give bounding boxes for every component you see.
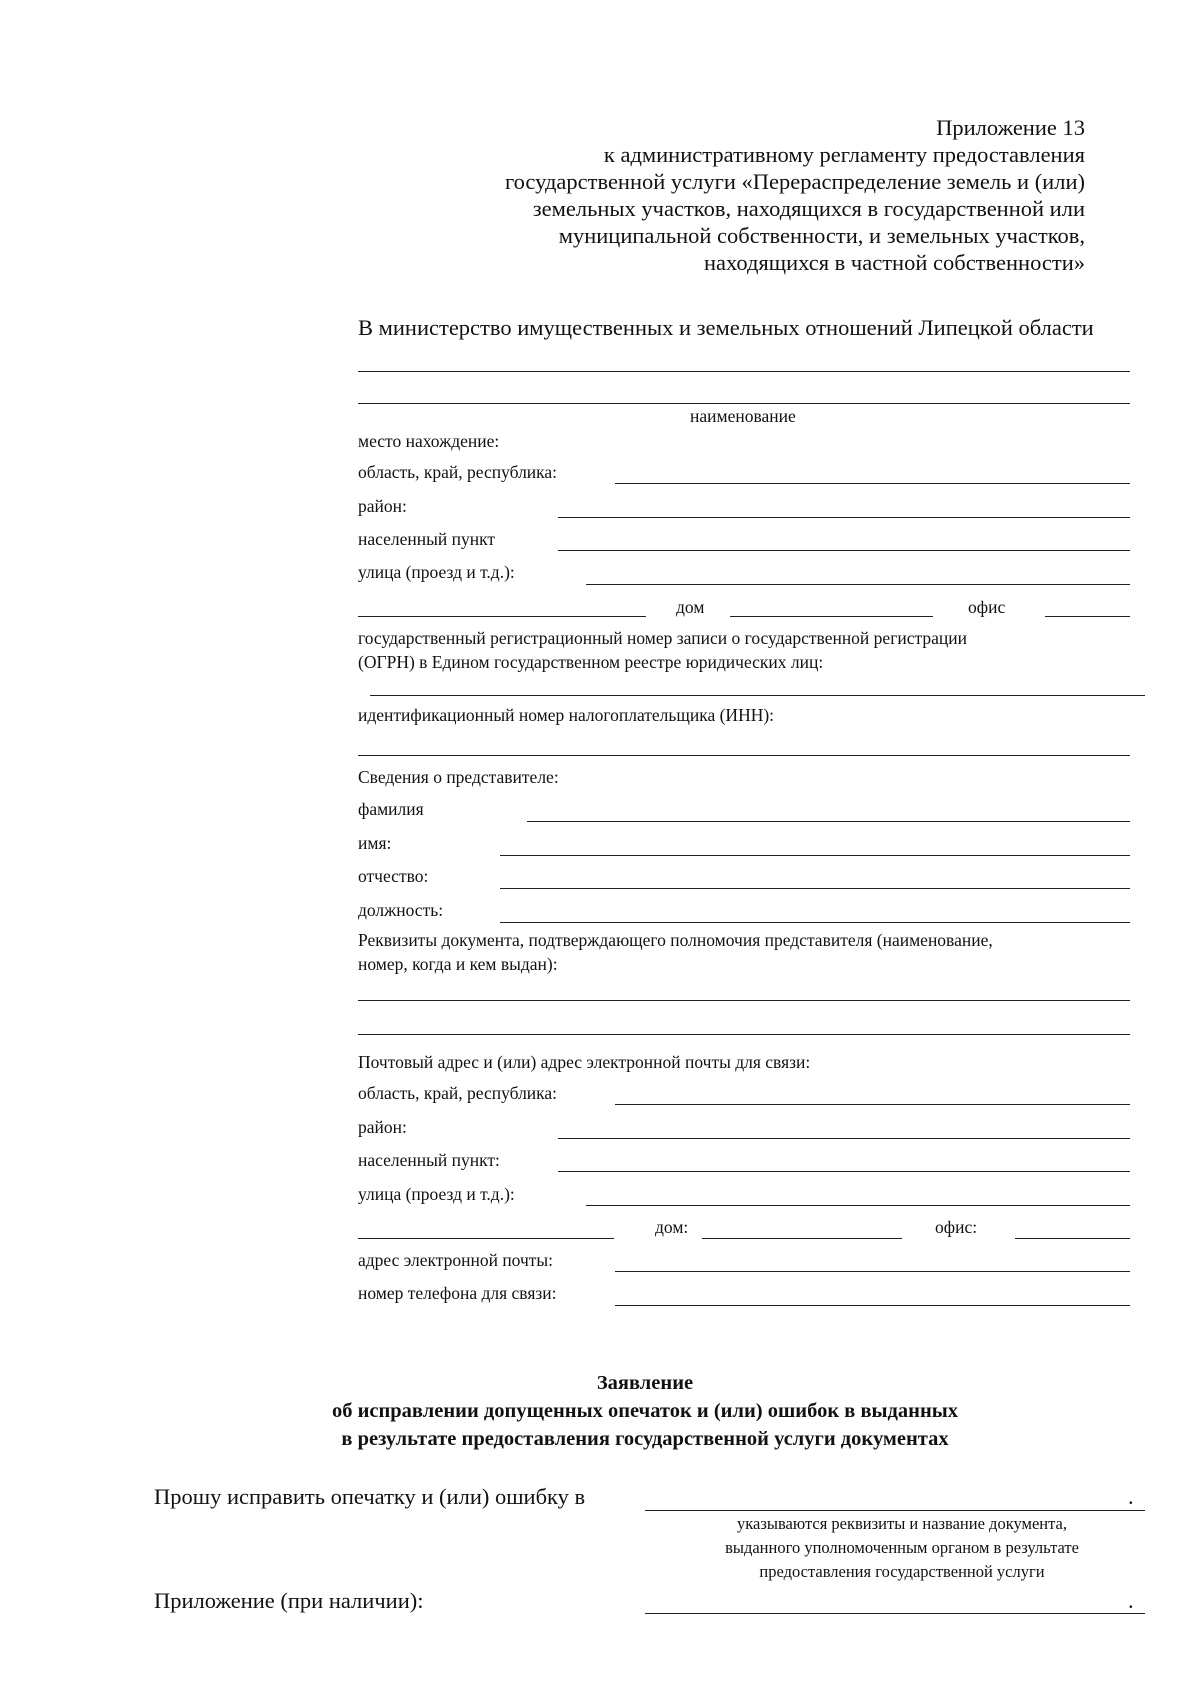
ogrn-field[interactable] — [370, 695, 1145, 696]
authority-doc-label-line-1: Реквизиты документа, подтверждающего полномочия представителя (наименование, — [358, 930, 993, 950]
district-label: район: — [358, 496, 407, 516]
contacts-street-field[interactable] — [586, 1205, 1130, 1206]
position-label: должность: — [358, 900, 444, 920]
statement-subtitle-line-1: об исправлении допущенных опечаток и (или) ошибок в выданных — [331, 1400, 959, 1422]
header-line-1: Приложение 13 — [936, 115, 1085, 140]
inn-field[interactable] — [358, 755, 1130, 756]
position-field[interactable] — [500, 922, 1130, 923]
contacts-region-field[interactable] — [615, 1104, 1130, 1105]
applicant-name-line-1[interactable] — [358, 371, 1130, 372]
authority-doc-field-2[interactable] — [358, 1034, 1130, 1035]
representative-heading: Сведения о представителе: — [358, 767, 559, 787]
contacts-street-label: улица (проезд и т.д.): — [358, 1184, 515, 1204]
street-label: улица (проезд и т.д.): — [358, 562, 515, 582]
request-period: . — [1128, 1484, 1134, 1509]
authority-doc-label-line-2: номер, когда и кем выдан): — [358, 954, 558, 974]
statement-subtitle-line-2: в результате предоставления государственной услуги документах — [341, 1428, 949, 1450]
header-line-5: муниципальной собственности, и земельных участков, — [558, 223, 1085, 248]
applicant-name-line-2[interactable] — [358, 403, 1130, 404]
name-label: имя: — [358, 833, 392, 853]
house-field[interactable] — [730, 616, 933, 617]
header-line-2: к административному регламенту предоставления — [603, 142, 1085, 167]
ogrn-label-line-2: (ОГРН) в Едином государственном реестре юридических лиц: — [358, 652, 824, 672]
settlement-field[interactable] — [558, 550, 1130, 551]
header-line-4: земельных участков, находящихся в государственной или — [532, 196, 1085, 221]
contacts-house-field[interactable] — [702, 1238, 902, 1239]
ogrn-label-line-1: государственный регистрационный номер записи о государственной регистрации — [358, 628, 967, 648]
name-field[interactable] — [500, 855, 1130, 856]
contacts-settlement-label: населенный пункт: — [358, 1150, 500, 1170]
contacts-office-label: офис: — [935, 1217, 978, 1237]
contacts-district-label: район: — [358, 1117, 407, 1137]
contacts-region-label: область, край, республика: — [358, 1083, 558, 1103]
contacts-settlement-field[interactable] — [558, 1171, 1130, 1172]
surname-label: фамилия — [358, 799, 424, 819]
house-label: дом — [676, 597, 705, 617]
email-field[interactable] — [615, 1271, 1130, 1272]
request-label: Прошу исправить опечатку и (или) ошибку в — [154, 1484, 586, 1509]
request-note-line-1: указываются реквизиты и название документа, — [737, 1514, 1067, 1533]
location-heading: место нахождение: — [358, 431, 500, 451]
region-field[interactable] — [615, 483, 1130, 484]
inn-label: идентификационный номер налогоплательщика (ИНН): — [358, 705, 775, 725]
authority-doc-field-1[interactable] — [358, 1000, 1130, 1001]
header-line-3: государственной услуги «Перераспределение земель и (или) — [504, 169, 1085, 194]
request-document-field[interactable] — [645, 1510, 1145, 1511]
region-label: область, край, республика: — [358, 462, 558, 482]
street-field[interactable] — [586, 584, 1130, 585]
contacts-office-field[interactable] — [1015, 1238, 1130, 1239]
addressee: В министерство имущественных и земельных отношений Липецкой области — [358, 315, 1094, 340]
request-note-line-3: предоставления государственной услуги — [759, 1562, 1045, 1581]
contacts-street-continuation-field[interactable] — [358, 1238, 614, 1239]
district-field[interactable] — [558, 517, 1130, 518]
phone-field[interactable] — [615, 1305, 1130, 1306]
surname-field[interactable] — [527, 821, 1130, 822]
request-note-line-2: выданного уполномоченным органом в результате — [725, 1538, 1079, 1557]
contacts-district-field[interactable] — [558, 1138, 1130, 1139]
name-caption: наименование — [690, 406, 796, 426]
office-field[interactable] — [1045, 616, 1130, 617]
street-continuation-field[interactable] — [358, 616, 646, 617]
attachment-field[interactable] — [645, 1613, 1145, 1614]
contacts-heading: Почтовый адрес и (или) адрес электронной почты для связи: — [358, 1052, 811, 1072]
email-label: адрес электронной почты: — [358, 1250, 554, 1270]
attachment-label: Приложение (при наличии): — [154, 1588, 424, 1613]
settlement-label: населенный пункт — [358, 529, 496, 549]
patronymic-label: отчество: — [358, 866, 429, 886]
contacts-house-label: дом: — [655, 1217, 689, 1237]
statement-title: Заявление — [596, 1372, 694, 1394]
office-label: офис — [968, 597, 1006, 617]
phone-label: номер телефона для связи: — [358, 1283, 557, 1303]
header-line-6: находящихся в частной собственности» — [703, 250, 1085, 275]
attachment-period: . — [1128, 1588, 1134, 1613]
patronymic-field[interactable] — [500, 888, 1130, 889]
